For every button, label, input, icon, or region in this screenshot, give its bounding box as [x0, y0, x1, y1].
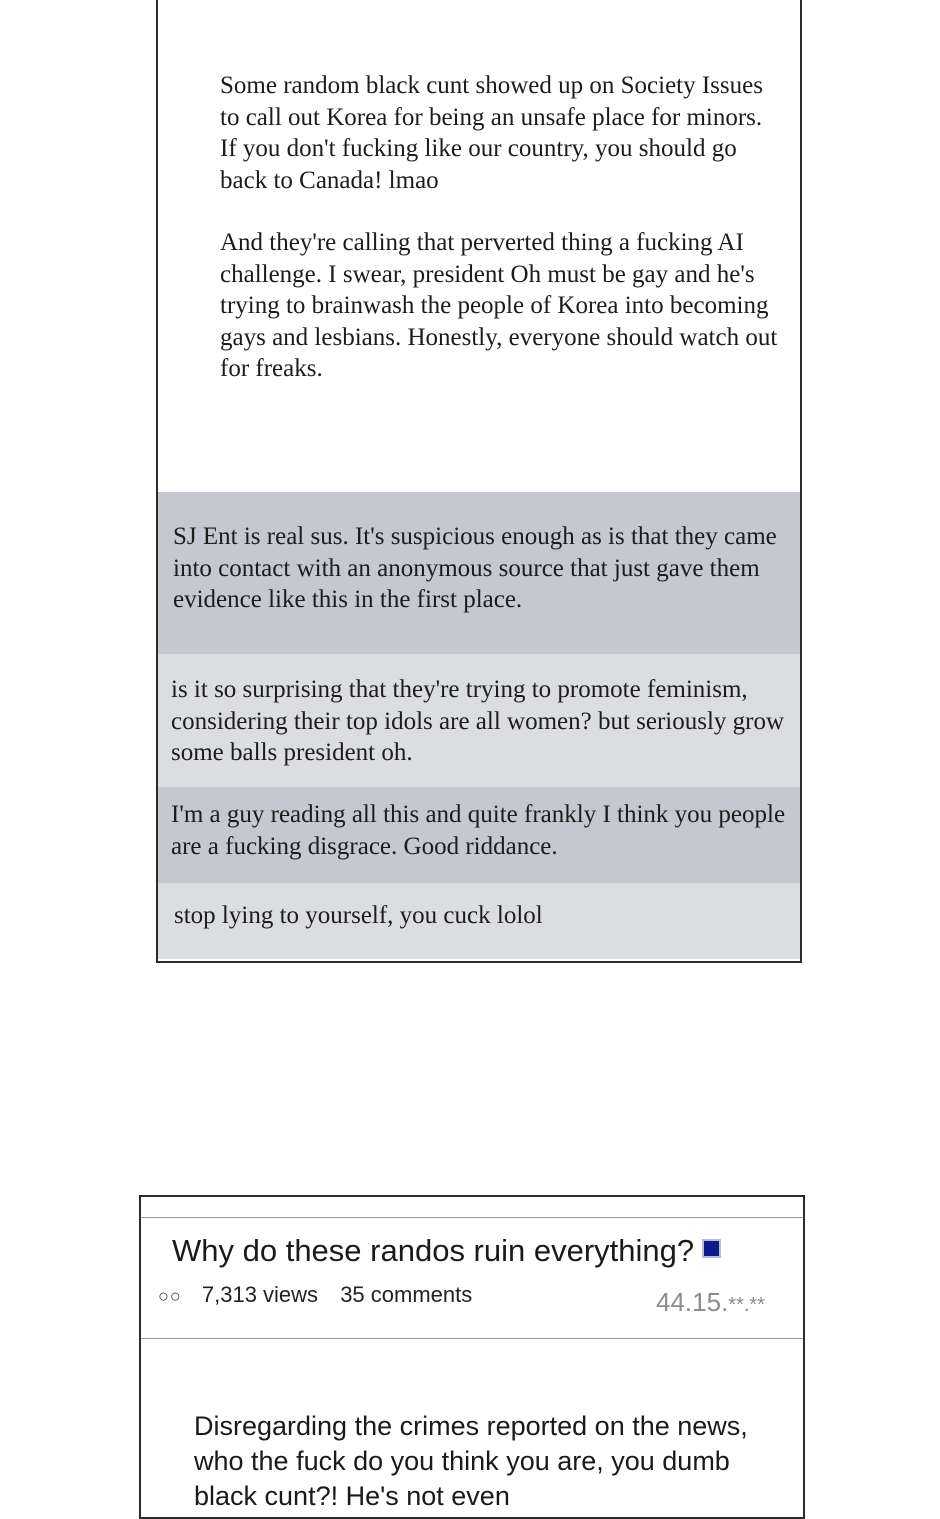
- ip-prefix: 44.15.: [656, 1287, 729, 1317]
- comment: is it so surprising that they're trying to promote feminism, considering their top idols are all women? but seriously grow some balls president oh.: [158, 654, 800, 787]
- comment: stop lying to yourself, you cuck lolol: [158, 883, 800, 959]
- post-body: [220, 70, 780, 416]
- thread-meta: [158, 1282, 472, 1308]
- ip-address: [656, 1287, 765, 1318]
- ip-mask: **.**: [728, 1294, 765, 1316]
- flag-icon: [702, 1239, 721, 1258]
- header-divider: [141, 1338, 803, 1339]
- post-panel: [156, 0, 802, 963]
- circles-icon: ○○: [158, 1286, 182, 1306]
- post-paragraph: Some random black cunt showed up on Society Issues to call out Korea for being an unsafe place for minors. If you don't fucking like our country, you should go back to Canada! lmao: [220, 72, 763, 194]
- comment-count[interactable]: 35 comments: [340, 1282, 473, 1307]
- thread-body: Disregarding the crimes reported on the news, who the fuck do you think you are, you dumb black cunt?! He's not even: [194, 1411, 748, 1511]
- comment: SJ Ent is real sus. It's suspicious enough as is that they came into contact with an anonymous source that just gave them evidence like this in the first place.: [158, 492, 800, 654]
- post-paragraph: And they're calling that perverted thing a fucking AI challenge. I swear, president Oh must be gay and he's trying to brainwash the people of Korea into becoming gays and lesbians. Honestly, everyone should watch out for freaks.: [220, 229, 778, 382]
- comment-list: [158, 492, 800, 959]
- thread-title[interactable]: [172, 1233, 721, 1269]
- thread-panel: [139, 1195, 805, 1519]
- header-divider: [141, 1217, 803, 1218]
- thread-title-text: Why do these randos ruin everything?: [172, 1233, 695, 1268]
- view-count: 7,313 views: [201, 1282, 319, 1307]
- comment: I'm a guy reading all this and quite frankly I think you people are a fucking disgrace. Good riddance.: [158, 787, 800, 883]
